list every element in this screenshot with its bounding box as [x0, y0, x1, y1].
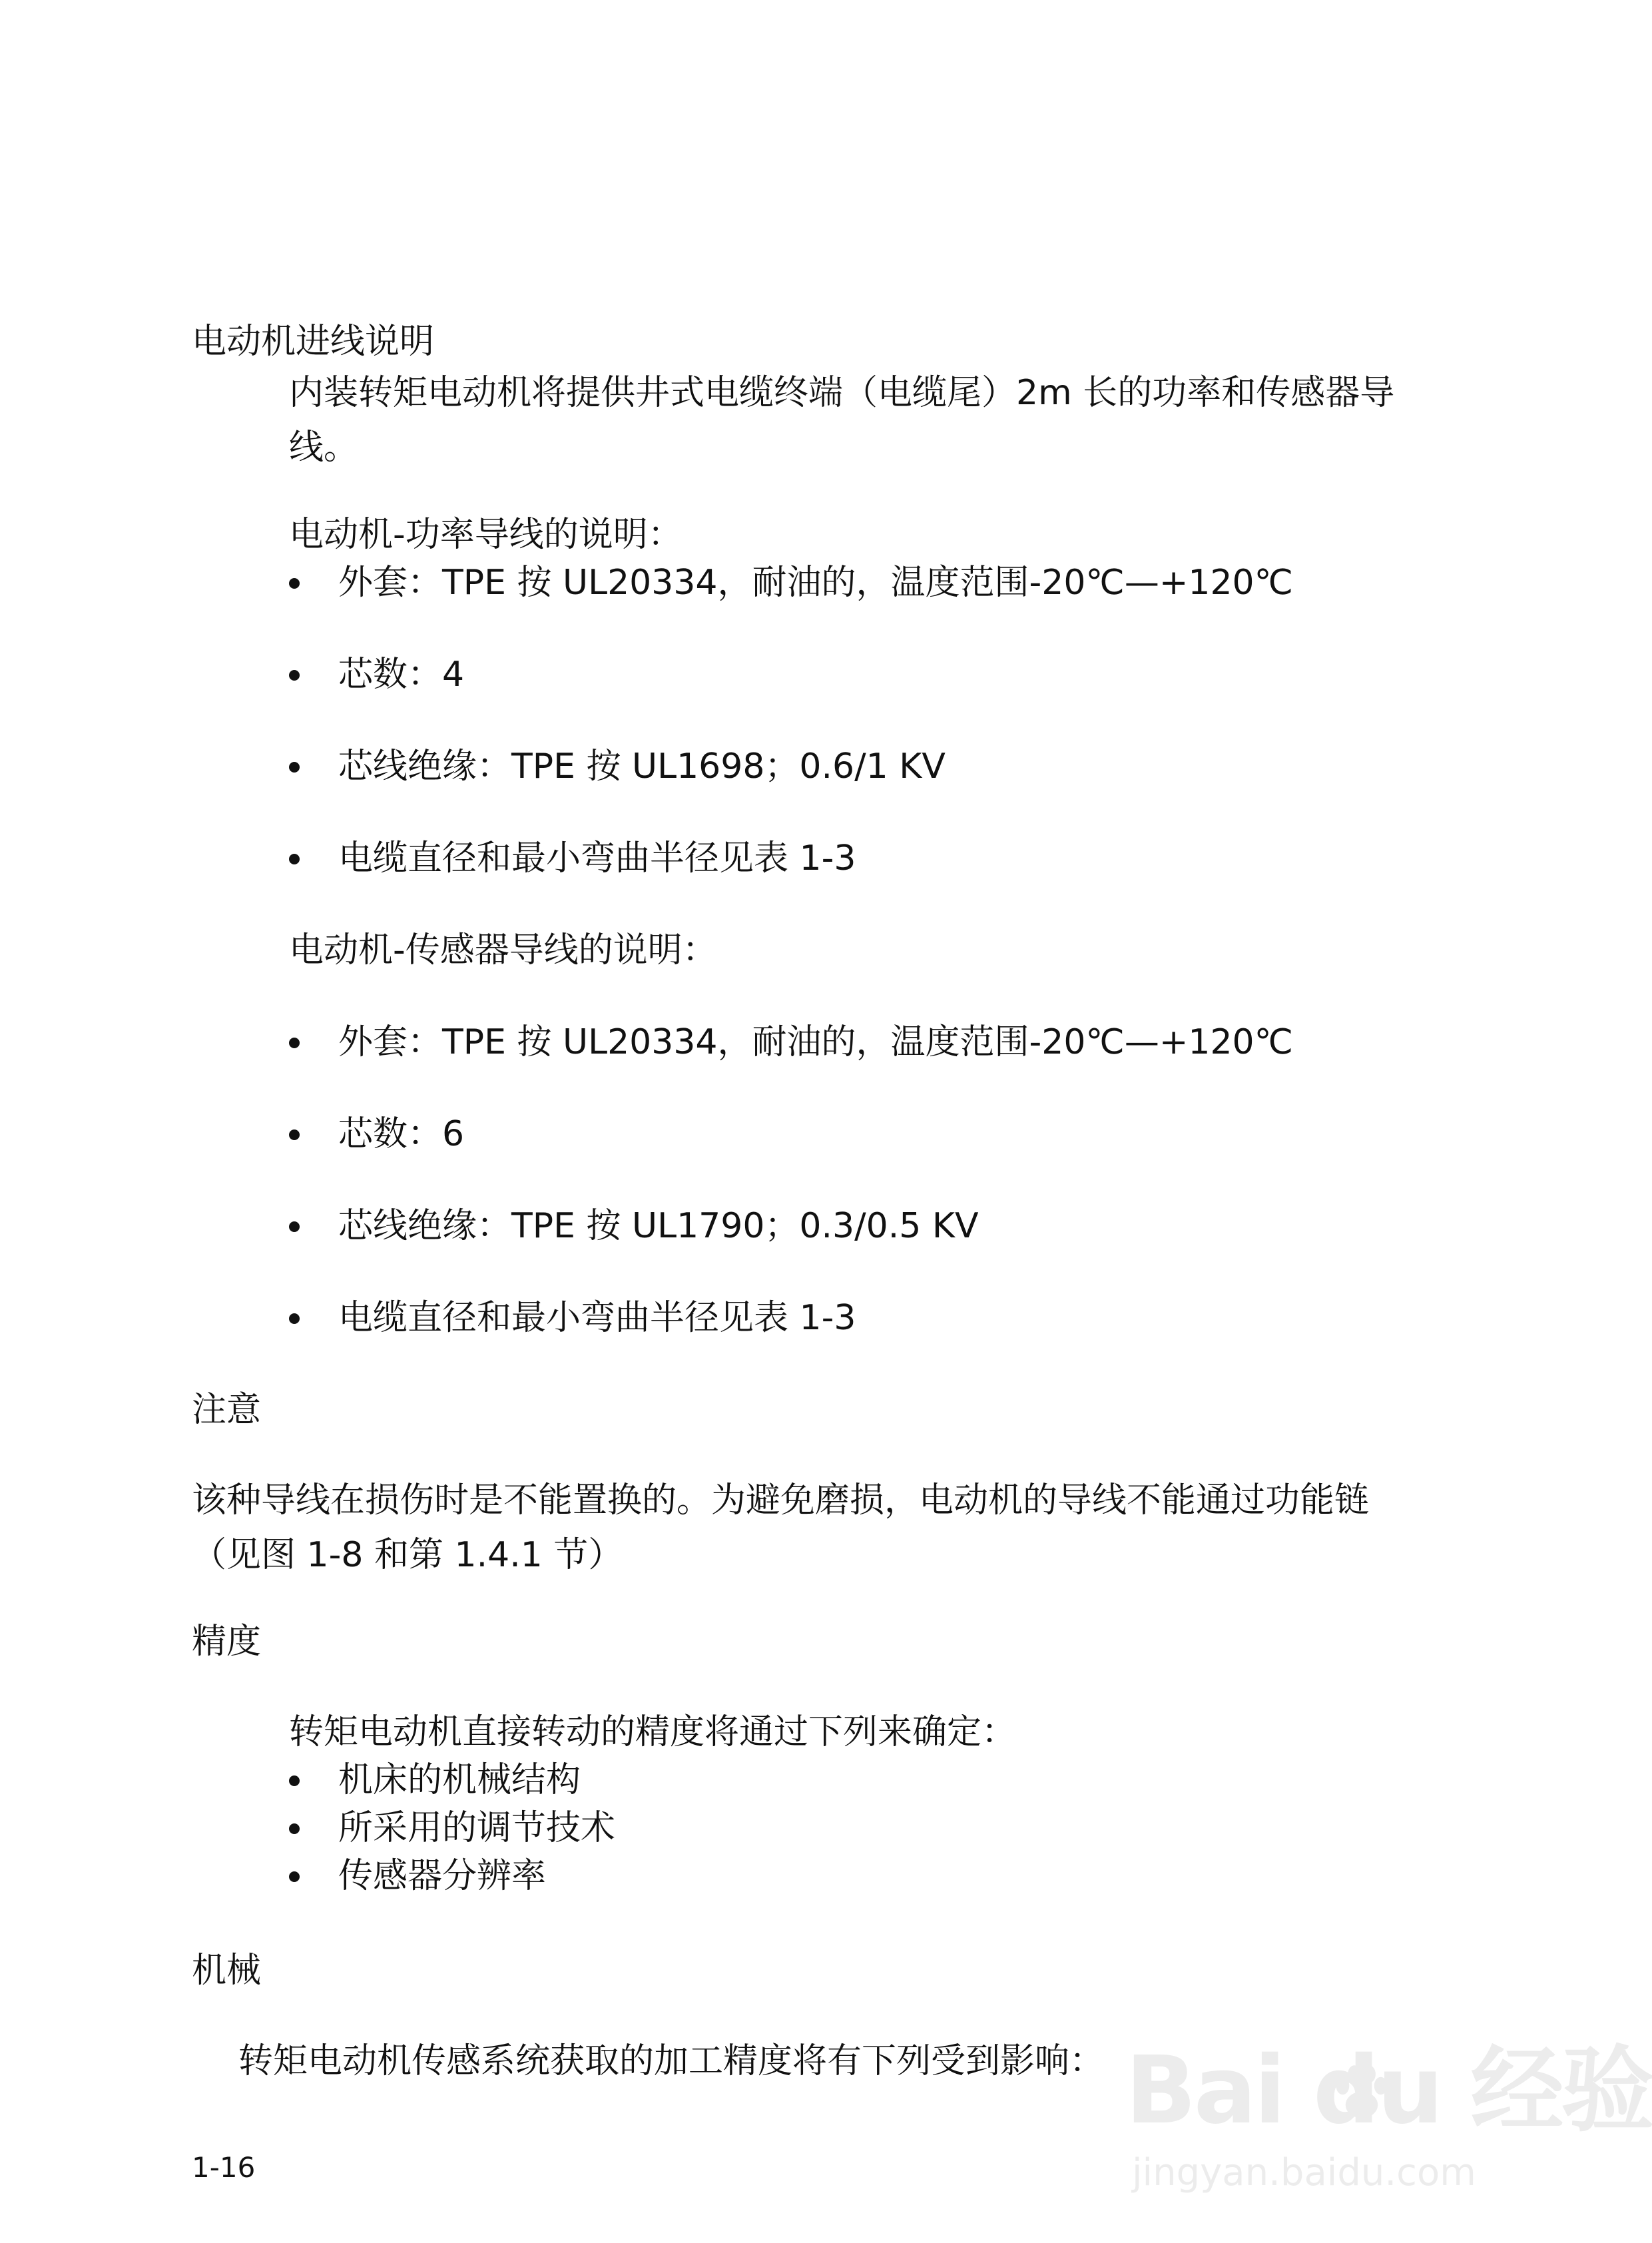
list-item-text: 传感器分辨率 [338, 1856, 547, 1896]
list-item-text: 芯数：6 [338, 1114, 465, 1154]
bullet-icon [289, 762, 300, 773]
bullet-icon [289, 1129, 300, 1140]
sensor-lead-title: 电动机-传感器导线的说明： [289, 930, 717, 970]
accuracy-intro: 转矩电动机直接转动的精度将通过下列来确定： [289, 1712, 1017, 1752]
list-item-text: 电缆直径和最小弯曲半径见表 1-3 [338, 838, 856, 878]
list-item-text: 所采用的调节技术 [338, 1808, 616, 1848]
bullet-icon [289, 1823, 300, 1834]
bullet-icon [289, 1775, 300, 1786]
intro-paragraph: 内装转矩电动机将提供井式电缆终端（电缆尾）2m 长的功率和传感器导线。 [289, 373, 1395, 468]
list-item-text: 机床的机械结构 [338, 1760, 581, 1800]
heading-accuracy: 精度 [192, 1622, 262, 1662]
note-paragraph: 该种导线在损伤时是不能置换的。为避免磨损，电动机的导线不能通过功能链（见图 1-8 和第 1.4.1 节） [192, 1480, 1370, 1575]
bullet-icon [289, 1313, 300, 1324]
watermark-logo: Bai du 经验 [1125, 2037, 1652, 2145]
heading-note: 注意 [192, 1390, 262, 1430]
page-number: 1-16 [192, 2151, 256, 2184]
mechanics-paragraph: 转矩电动机传感系统获取的加工精度将有下列受到影响： [238, 2041, 1105, 2081]
heading-mechanics: 机械 [192, 1951, 262, 1991]
heading-motor-wiring: 电动机进线说明 [192, 322, 435, 362]
list-item-text: 芯数：4 [338, 655, 465, 695]
list-item-text: 芯线绝缘：TPE 按 UL1790；0.3/0.5 KV [338, 1206, 979, 1246]
power-lead-title: 电动机-功率导线的说明： [289, 515, 683, 555]
list-item-text: 电缆直径和最小弯曲半径见表 1-3 [338, 1298, 856, 1338]
list-item-text: 外套：TPE 按 UL20334，耐油的，温度范围-20℃—+120℃ [338, 563, 1294, 603]
bullet-icon [289, 1871, 300, 1882]
watermark-url: jingyan.baidu.com [1132, 2151, 1476, 2194]
paw-icon [1325, 2057, 1398, 2130]
bullet-icon [289, 1038, 300, 1048]
bullet-icon [289, 670, 300, 681]
bullet-icon [289, 854, 300, 864]
baidu-watermark [1125, 2037, 1652, 2211]
list-item-text: 外套：TPE 按 UL20334，耐油的，温度范围-20℃—+120℃ [338, 1022, 1294, 1062]
bullet-icon [289, 578, 300, 589]
list-item-text: 芯线绝缘：TPE 按 UL1698；0.6/1 KV [338, 747, 946, 787]
bullet-icon [289, 1221, 300, 1232]
